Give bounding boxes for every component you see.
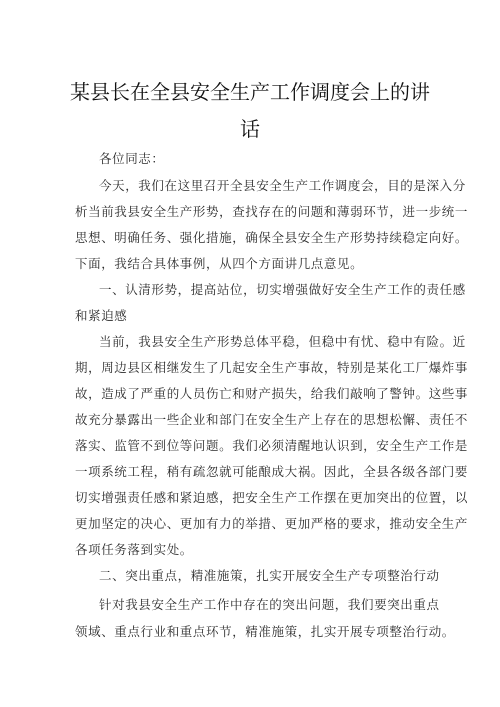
section-1-body-line: 当前，我县安全生产形势总体平稳，但稳中有忧、稳中有险。近 xyxy=(99,334,466,349)
section-1-body-line: 各项任务落到实处。 xyxy=(75,542,193,557)
section-2-heading: 二、突出重点，精准施策，扎实开展安全生产专项整治行动 xyxy=(99,568,440,583)
section-1-heading-line: 和紧迫感 xyxy=(75,308,128,323)
section-1-body-line: 切实增强责任感和紧迫感，把安全生产工作摆在更加突出的位置，以 xyxy=(75,490,469,505)
intro-line: 今天，我们在这里召开全县安全生产工作调度会，目的是深入分 xyxy=(99,178,466,193)
section-1-body-line: 故充分暴露出一些企业和部门在安全生产上存在的思想松懈、责任不 xyxy=(75,412,469,427)
salutation: 各位同志： xyxy=(99,151,165,166)
section-2-body-line: 针对我县安全生产工作中存在的突出问题，我们要突出重点 xyxy=(99,597,440,612)
section-1-body-line: 一项系统工程，稍有疏忽就可能酿成大祸。因此，全县各级各部门要 xyxy=(75,464,469,479)
section-1-body-line: 故，造成了严重的人员伤亡和财产损失，给我们敲响了警钟。这些事 xyxy=(75,386,469,401)
intro-line: 思想、明确任务、强化措施，确保全县安全生产形势持续稳定向好。 xyxy=(75,230,469,245)
document-title-line-1: 某县长在全县安全生产工作调度会上的讲 xyxy=(70,80,430,104)
section-1-heading-line: 一、认清形势，提高站位，切实增强做好安全生产工作的责任感 xyxy=(99,282,466,297)
section-1-body-line: 落实、监管不到位等问题。我们必须清醒地认识到，安全生产工作是 xyxy=(75,438,469,453)
intro-line: 下面，我结合具体事例，从四个方面讲几点意见。 xyxy=(75,256,364,271)
section-2-body-line: 领域、重点行业和重点环节，精准施策，扎实开展专项整治行动。 xyxy=(75,624,455,639)
section-1-body-line: 更加坚定的决心、更加有力的举措、更加严格的要求，推动安全生产 xyxy=(75,516,469,531)
section-1-body-line: 期，周边县区相继发生了几起安全生产事故，特别是某化工厂爆炸事 xyxy=(75,360,469,375)
document-title-line-2: 话 xyxy=(240,117,260,141)
intro-line: 析当前我县安全生产形势，查找存在的问题和薄弱环节，进一步统一 xyxy=(75,204,469,219)
